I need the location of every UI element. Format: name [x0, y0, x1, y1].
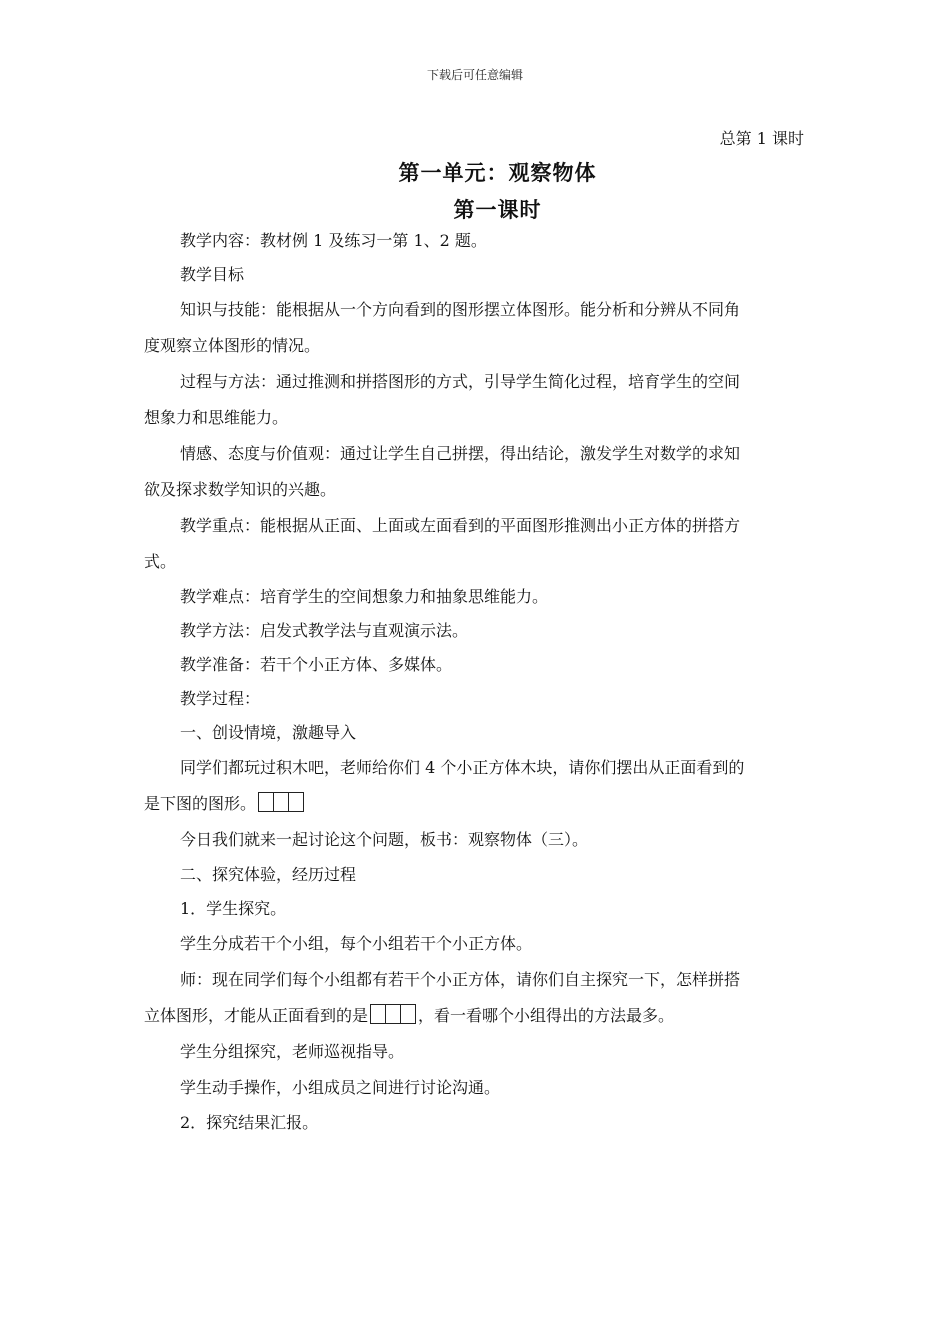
operate-line: 学生动手操作，小组成员之间进行讨论沟通。: [180, 1078, 501, 1097]
process-method-line-2: 想象力和思维能力。: [144, 408, 289, 427]
step-2-heading: 2．探究结果汇报。: [180, 1113, 319, 1132]
intro-line-2-text: 是下图的图形。: [144, 794, 257, 813]
page-header-note: 下载后可任意编辑: [426, 68, 523, 82]
explore-line: 学生分组探究，老师巡视指导。: [180, 1042, 405, 1061]
emotion-values-line-2: 欲及探求数学知识的兴趣。: [144, 480, 337, 499]
teaching-goals-heading: 教学目标: [180, 265, 245, 284]
intro-line-2: [144, 786, 794, 822]
three-squares-figure: [258, 792, 304, 812]
process-method-line-1: 过程与方法：通过推测和拼搭图形的方式，引导学生简化过程，培育学生的空间: [180, 372, 741, 391]
document-title: 第一单元：观察物体: [398, 160, 597, 185]
intro-line-1: 同学们都玩过积木吧，老师给你们 4 个小正方体木块，请你们摆出从正面看到的: [180, 758, 745, 777]
teacher-line-2-part-b: ，看一看哪个小组得出的方法最多。: [418, 1006, 675, 1025]
key-points-line-1: 教学重点：能根据从正面、上面或左面看到的平面图形推测出小正方体的拼搭方: [180, 516, 741, 535]
lesson-body: [144, 224, 794, 1140]
teaching-content: 教学内容：教材例 1 及练习一第 1、2 题。: [180, 231, 487, 250]
session-count: 总第 1 课时: [719, 129, 804, 148]
step-1-heading: 1．学生探究。: [180, 899, 287, 918]
knowledge-skills-line-1: 知识与技能：能根据从一个方向看到的图形摆立体图形。能分析和分辨从不同角: [180, 300, 741, 319]
section-1-heading: 一、创设情境，激趣导入: [180, 723, 357, 742]
method-line: 教学方法：启发式教学法与直观演示法。: [180, 621, 469, 640]
three-squares-figure-inline: [370, 1004, 416, 1024]
teacher-line-2-part-a: 立体图形，才能从正面看到的是: [144, 1006, 369, 1025]
emotion-values-line-1: 情感、态度与价值观：通过让学生自己拼摆，得出结论，激发学生对数学的求知: [180, 444, 741, 463]
difficulty-line: 教学难点：培育学生的空间想象力和抽象思维能力。: [180, 587, 549, 606]
knowledge-skills-line-2: 度观察立体图形的情况。: [144, 336, 321, 355]
teacher-line-2: [144, 998, 794, 1034]
teacher-line-1: 师：现在同学们每个小组都有若干个小正方体，请你们自主探究一下，怎样拼搭: [180, 970, 741, 989]
section-2-heading: 二、探究体验，经历过程: [180, 865, 357, 884]
today-line: 今日我们就来一起讨论这个问题，板书：观察物体（三）。: [180, 830, 589, 849]
groups-line: 学生分成若干个小组，每个小组若干个小正方体。: [180, 934, 533, 953]
key-points-line-2: 式。: [144, 552, 177, 571]
preparation-line: 教学准备：若干个小正方体、多媒体。: [180, 655, 453, 674]
document-subtitle: 第一课时: [453, 197, 542, 222]
process-heading: 教学过程：: [180, 689, 261, 708]
